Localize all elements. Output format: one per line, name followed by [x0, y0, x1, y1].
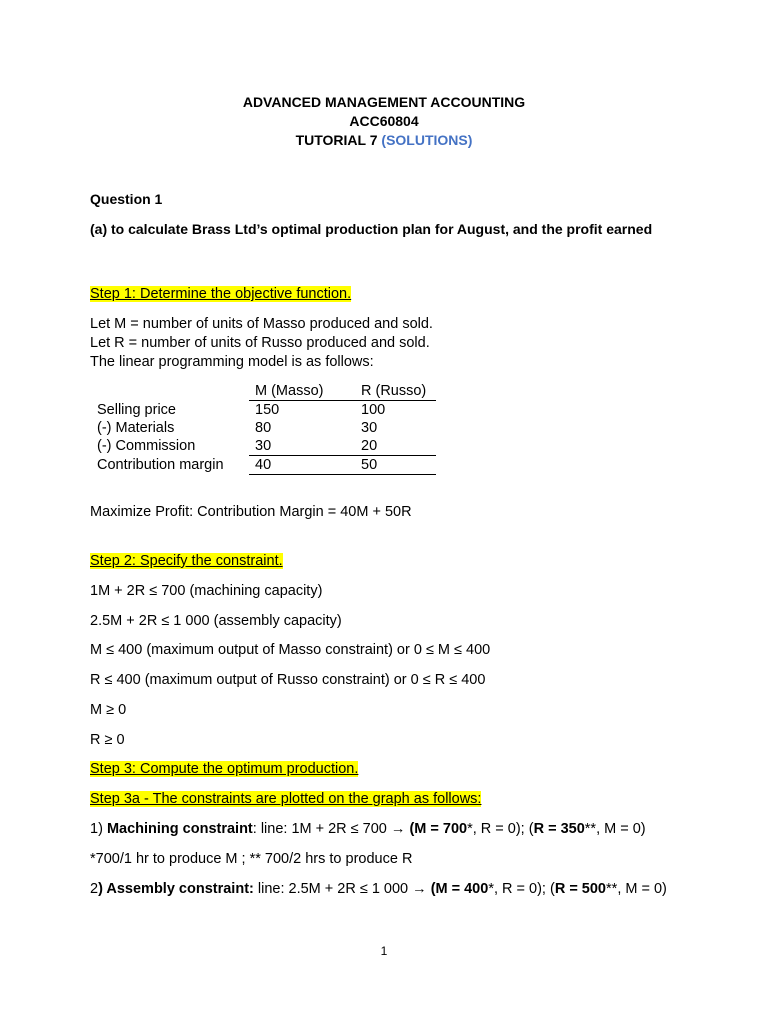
table-row [90, 419, 436, 437]
row-label: (-) Materials [97, 420, 175, 436]
assembly-constraint-line [90, 880, 680, 898]
step1-heading [90, 286, 351, 302]
constraint-assembly: 2.5M + 2R ≤ 1 000 (assembly capacity) [90, 613, 342, 629]
assembly-m-star: * [488, 881, 494, 897]
step3a-heading [90, 791, 481, 807]
machining-m-zero: , M = 0) [596, 821, 646, 837]
machining-m-star: * [467, 821, 473, 837]
row-label: Contribution margin [97, 457, 224, 473]
assembly-equation: line: 2.5M + 2R ≤ 1 000 [253, 881, 409, 897]
arrow-right-icon: → [412, 881, 427, 897]
step2-heading-text: Step 2: Specify the constraint. [90, 553, 283, 569]
page-number: 1 [380, 944, 388, 958]
assembly-num: 2 [90, 881, 99, 897]
assembly-m-intercept: (M = 400 [430, 881, 489, 897]
row-label: Selling price [97, 401, 176, 418]
table-header-row [90, 382, 436, 401]
table-header-m: M (Masso) [249, 382, 355, 401]
table-row [90, 437, 436, 456]
machining-r-star: ** [584, 821, 597, 837]
constraint-masso-max: M ≤ 400 (maximum output of Masso constraint) or 0 ≤ M ≤ 400 [90, 642, 491, 658]
row-m-value: 30 [249, 437, 355, 456]
row-r-value: 20 [355, 437, 436, 456]
question-part-a: (a) to calculate Brass Ltd’s optimal production plan for August, and the profit earned [90, 221, 653, 237]
constraint-r-nonneg: R ≥ 0 [90, 732, 125, 748]
machining-paren: ( [409, 821, 415, 837]
constraint-m-nonneg: M ≥ 0 [90, 702, 127, 718]
machining-r-zero: , R = 0); ( [472, 821, 534, 837]
tutorial-label: TUTORIAL 7 [295, 132, 378, 148]
solutions-label: (SOLUTIONS) [381, 132, 473, 148]
machining-equation: : line: 1M + 2R ≤ 700 [252, 821, 387, 837]
step3-heading-text: Step 3: Compute the optimum production. [90, 761, 359, 777]
step1-heading-text: Step 1: Determine the objective function. [90, 286, 352, 302]
assembly-r-intercept: R = 500 [554, 881, 607, 897]
machining-label: Machining constraint [106, 821, 253, 837]
row-label: (-) Commission [97, 438, 196, 455]
step1-line-3: The linear programming model is as follows: [90, 354, 374, 370]
arrow-right-icon: → [390, 821, 406, 837]
doc-title-code: ACC60804 [349, 113, 419, 129]
row-r-value: 30 [361, 420, 378, 436]
constraint-machining: 1M + 2R ≤ 700 (machining capacity) [90, 583, 323, 599]
step1-line-2: Let R = number of units of Russo produced and sold. [90, 335, 430, 351]
doc-title-tutorial [0, 132, 768, 148]
assembly-m-zero: , M = 0) [617, 881, 667, 897]
assembly-label: ) Assembly constraint: [98, 881, 254, 897]
assembly-r-zero: , R = 0); ( [493, 881, 555, 897]
row-m-value: 80 [255, 420, 272, 436]
table-row [90, 401, 436, 420]
row-m-value: 150 [255, 402, 280, 418]
machining-m-intercept: M = 700 [414, 821, 468, 837]
table-header-blank [90, 382, 249, 401]
step3-heading [90, 761, 358, 777]
row-m-value: 40 [249, 456, 355, 475]
step1-line-1: Let M = number of units of Masso produced and sold. [90, 316, 433, 332]
row-r-value: 50 [355, 456, 436, 475]
row-r-value: 100 [361, 402, 386, 418]
step2-heading [90, 553, 283, 569]
question-heading: Question 1 [90, 191, 163, 207]
constraint-russo-max: R ≤ 400 (maximum output of Russo constraint) or 0 ≤ R ≤ 400 [90, 672, 486, 688]
doc-title-course: ADVANCED MANAGEMENT ACCOUNTING [242, 94, 526, 110]
step3a-heading-text: Step 3a - The constraints are plotted on the graph as follows: [90, 791, 482, 807]
maximize-profit: Maximize Profit: Contribution Margin = 40M + 50R [90, 504, 412, 520]
assembly-r-star: ** [606, 881, 618, 897]
machining-note: *700/1 hr to produce M ; ** 700/2 hrs to produce R [90, 851, 413, 867]
machining-r-intercept: R = 350 [533, 821, 585, 837]
machining-constraint-line [90, 821, 646, 837]
machining-num: 1) [90, 821, 103, 837]
table-header-r: R (Russo) [355, 382, 436, 401]
table-row [90, 456, 436, 475]
contribution-table [90, 382, 436, 475]
